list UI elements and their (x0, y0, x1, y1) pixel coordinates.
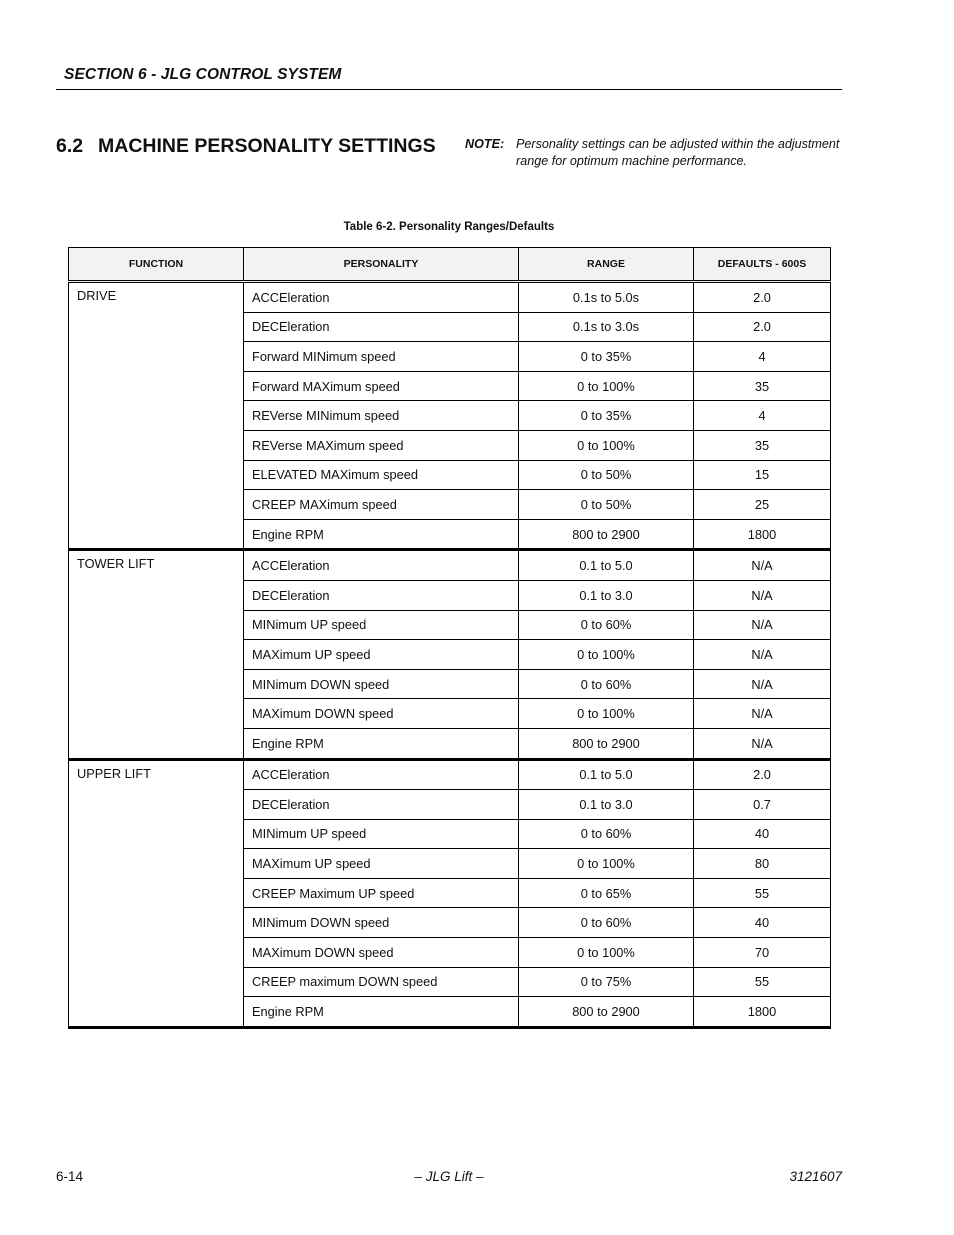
section-header: SECTION 6 - JLG CONTROL SYSTEM (64, 66, 342, 83)
personality-cell: MAXimum DOWN speed (244, 938, 519, 968)
range-cell: 0 to 65% (519, 878, 694, 908)
function-cell: UPPER LIFT (69, 759, 244, 1027)
personality-table (68, 247, 831, 1029)
personality-cell: CREEP Maximum UP speed (244, 878, 519, 908)
personality-cell: MAXimum DOWN speed (244, 699, 519, 729)
range-cell: 0 to 60% (519, 669, 694, 699)
personality-cell: Engine RPM (244, 519, 519, 550)
range-cell: 0.1 to 3.0 (519, 580, 694, 610)
personality-cell: REVerse MINimum speed (244, 401, 519, 431)
range-cell: 800 to 2900 (519, 728, 694, 759)
personality-cell: DECEleration (244, 312, 519, 342)
default-cell: 15 (694, 460, 831, 490)
page-title (56, 135, 436, 158)
range-cell: 0.1s to 5.0s (519, 282, 694, 313)
range-cell: 0 to 60% (519, 610, 694, 640)
table-header-row (69, 248, 831, 282)
default-cell: 55 (694, 967, 831, 997)
column-header-defaults: DEFAULTS - 600S (694, 248, 831, 282)
table-row (69, 282, 831, 313)
title-number: 6.2 (56, 135, 84, 157)
header-rule (56, 89, 842, 90)
range-cell: 800 to 2900 (519, 519, 694, 550)
personality-cell: MAXimum UP speed (244, 640, 519, 670)
default-cell: 1800 (694, 997, 831, 1028)
default-cell: N/A (694, 699, 831, 729)
personality-cell: CREEP MAXimum speed (244, 490, 519, 520)
default-cell: 80 (694, 849, 831, 879)
range-cell: 0 to 50% (519, 460, 694, 490)
range-cell: 0 to 35% (519, 401, 694, 431)
range-cell: 0.1 to 5.0 (519, 759, 694, 790)
personality-cell: MINimum DOWN speed (244, 669, 519, 699)
function-cell: DRIVE (69, 282, 244, 550)
range-cell: 0 to 75% (519, 967, 694, 997)
default-cell: 2.0 (694, 312, 831, 342)
personality-cell: MINimum UP speed (244, 819, 519, 849)
table-body (69, 282, 831, 1028)
default-cell: N/A (694, 610, 831, 640)
default-cell: 40 (694, 908, 831, 938)
personality-cell: MAXimum UP speed (244, 849, 519, 879)
title-text: MACHINE PERSONALITY SETTINGS (98, 135, 436, 157)
default-cell: 40 (694, 819, 831, 849)
page-number: 6-14 (56, 1169, 84, 1184)
personality-cell: DECEleration (244, 790, 519, 820)
table-caption: Table 6-2. Personality Ranges/Defaults (343, 221, 555, 233)
personality-cell: ACCEleration (244, 759, 519, 790)
range-cell: 0.1 to 3.0 (519, 790, 694, 820)
range-cell: 0 to 100% (519, 938, 694, 968)
default-cell: 1800 (694, 519, 831, 550)
footer-title: – JLG Lift – (414, 1169, 484, 1184)
personality-cell: CREEP maximum DOWN speed (244, 967, 519, 997)
column-header-range: RANGE (519, 248, 694, 282)
personality-cell: MINimum UP speed (244, 610, 519, 640)
default-cell: N/A (694, 669, 831, 699)
default-cell: 2.0 (694, 759, 831, 790)
default-cell: 70 (694, 938, 831, 968)
default-cell: N/A (694, 550, 831, 581)
range-cell: 0 to 60% (519, 908, 694, 938)
default-cell: 25 (694, 490, 831, 520)
personality-cell: MINimum DOWN speed (244, 908, 519, 938)
default-cell: 35 (694, 371, 831, 401)
table-row (69, 550, 831, 581)
personality-cell: Engine RPM (244, 728, 519, 759)
table-row (69, 759, 831, 790)
default-cell: 2.0 (694, 282, 831, 313)
personality-cell: ACCEleration (244, 550, 519, 581)
range-cell: 0.1s to 3.0s (519, 312, 694, 342)
range-cell: 0 to 50% (519, 490, 694, 520)
range-cell: 0 to 100% (519, 430, 694, 460)
default-cell: 4 (694, 401, 831, 431)
personality-cell: DECEleration (244, 580, 519, 610)
range-cell: 0 to 100% (519, 699, 694, 729)
personality-cell: Engine RPM (244, 997, 519, 1028)
default-cell: 35 (694, 430, 831, 460)
range-cell: 0 to 100% (519, 640, 694, 670)
personality-cell: REVerse MAXimum speed (244, 430, 519, 460)
personality-cell: ELEVATED MAXimum speed (244, 460, 519, 490)
default-cell: N/A (694, 640, 831, 670)
document-number: 3121607 (789, 1169, 842, 1184)
default-cell: 4 (694, 342, 831, 372)
default-cell: 0.7 (694, 790, 831, 820)
personality-cell: ACCEleration (244, 282, 519, 313)
range-cell: 0 to 35% (519, 342, 694, 372)
range-cell: 0 to 100% (519, 849, 694, 879)
note-text: Personality settings can be adjusted within the adjustment range for optimum machine performance. (516, 137, 840, 168)
function-cell: TOWER LIFT (69, 550, 244, 759)
range-cell: 800 to 2900 (519, 997, 694, 1028)
range-cell: 0 to 60% (519, 819, 694, 849)
column-header-personality: PERSONALITY (244, 248, 519, 282)
note-label: NOTE: (465, 137, 505, 151)
range-cell: 0.1 to 5.0 (519, 550, 694, 581)
personality-cell: Forward MAXimum speed (244, 371, 519, 401)
default-cell: 55 (694, 878, 831, 908)
default-cell: N/A (694, 728, 831, 759)
default-cell: N/A (694, 580, 831, 610)
personality-cell: Forward MINimum speed (244, 342, 519, 372)
range-cell: 0 to 100% (519, 371, 694, 401)
column-header-function: FUNCTION (69, 248, 244, 282)
